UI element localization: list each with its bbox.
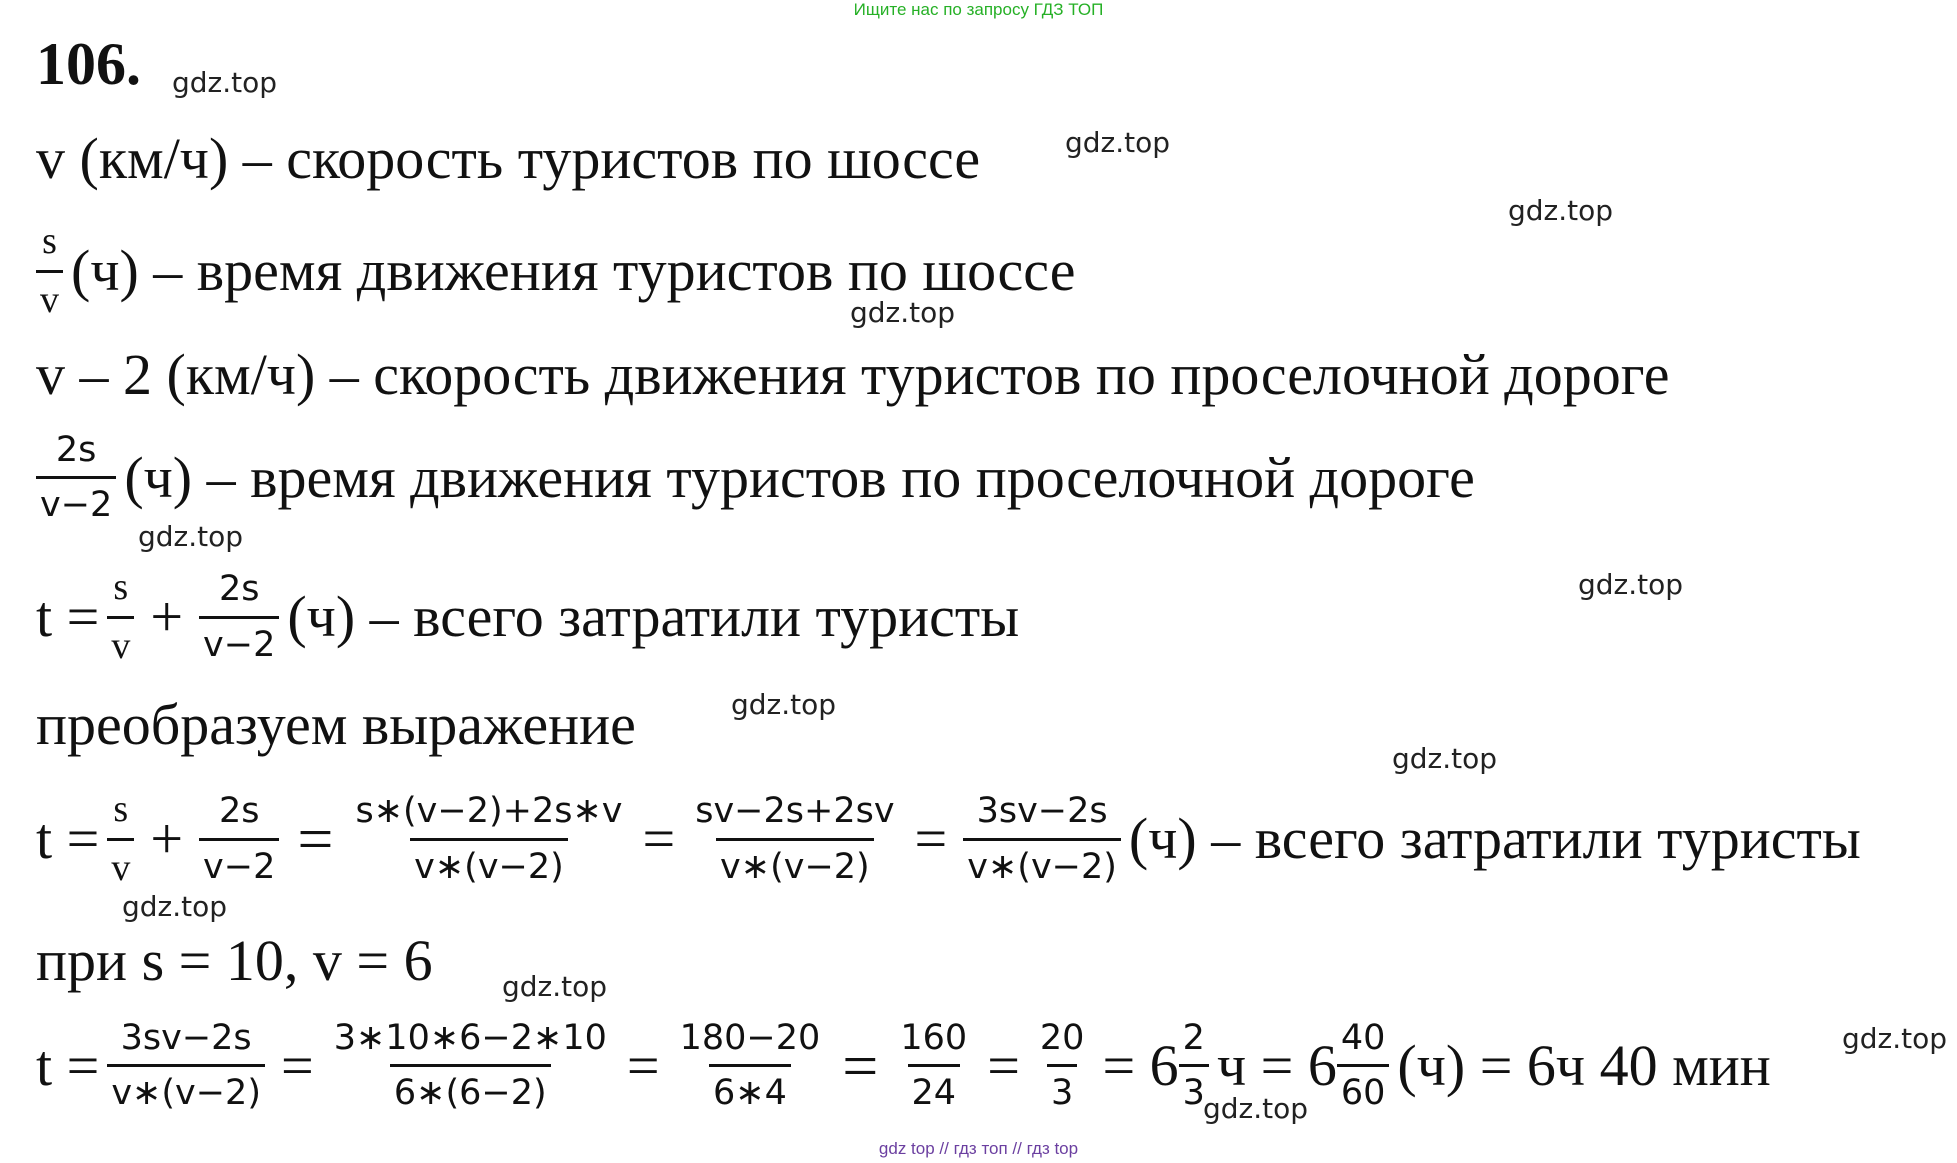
watermark: gdz.top: [1203, 1092, 1309, 1125]
footer-links: gdz top // гдз топ // гдз top: [878, 1139, 1079, 1158]
denominator: v: [36, 270, 63, 323]
text: t =: [36, 806, 100, 872]
fraction: [896, 1018, 971, 1114]
fraction: [107, 566, 134, 668]
denominator: 6∗(6−2): [390, 1064, 551, 1113]
equals-sign: =: [626, 1032, 660, 1098]
line-calculation: [36, 1018, 1771, 1114]
numerator: s: [113, 788, 129, 830]
numerator: sv−2s+2sv: [695, 791, 895, 832]
numerator: 3sv−2s: [976, 791, 1108, 832]
fraction: [676, 1018, 825, 1114]
fraction: [691, 791, 898, 887]
equals-sign: =: [642, 806, 676, 872]
numerator: 20: [1039, 1018, 1085, 1058]
denominator: v: [107, 616, 134, 669]
numerator: 3sv−2s: [120, 1018, 252, 1058]
fraction: [1337, 1018, 1390, 1114]
watermark: gdz.top: [1392, 742, 1498, 775]
denominator: 60: [1337, 1064, 1390, 1113]
denominator: v∗(v−2): [963, 838, 1121, 887]
watermark: gdz.top: [731, 688, 837, 721]
numerator: 180−20: [679, 1018, 821, 1058]
numerator: 2s: [218, 569, 260, 610]
fraction: [330, 1018, 611, 1114]
equals-sign: =: [987, 1032, 1020, 1098]
text: v – 2 (км/ч) – скорость движения туристов по проселочной дороге: [36, 342, 1670, 407]
numerator: 2s: [218, 791, 260, 832]
fraction: [351, 791, 626, 887]
text: преобразуем выражение: [36, 692, 636, 757]
numerator: 40: [1340, 1018, 1386, 1058]
line-given-values: [36, 928, 433, 993]
text: t =: [36, 1032, 100, 1098]
equals-sign: =: [280, 1032, 314, 1098]
denominator: 6∗4: [709, 1064, 791, 1113]
line-time-highway: [36, 220, 1075, 322]
numerator: 2: [1182, 1018, 1205, 1058]
fraction: [36, 220, 63, 322]
text: (ч) – всего затратили туристы: [287, 584, 1020, 650]
denominator: 24: [908, 1064, 961, 1113]
numerator: s∗(v−2)+2s∗v: [355, 791, 623, 832]
fraction: [963, 791, 1121, 887]
watermark: gdz.top: [1508, 194, 1614, 227]
numerator: 160: [900, 1018, 968, 1058]
watermark: gdz.top: [172, 66, 278, 99]
watermark: gdz.top: [1578, 568, 1684, 601]
denominator: v∗(v−2): [107, 1064, 265, 1113]
watermark: gdz.top: [1065, 126, 1171, 159]
denominator: 3: [1179, 1064, 1209, 1113]
watermark: gdz.top: [850, 296, 956, 329]
plus-sign: +: [150, 584, 184, 650]
equals-sign: =: [297, 803, 334, 875]
line-total-time: [36, 566, 1019, 668]
numerator: 2s: [55, 430, 97, 470]
fraction: [36, 430, 116, 526]
watermark: gdz.top: [1842, 1022, 1948, 1055]
equals-sign: =: [842, 1029, 879, 1101]
line-transform: [36, 692, 636, 757]
denominator: v: [107, 838, 134, 891]
line-speed-highway: [36, 126, 981, 191]
fraction: [1179, 1018, 1209, 1114]
fraction: [199, 791, 279, 887]
equals-sign: =: [914, 806, 948, 872]
watermark: gdz.top: [502, 970, 608, 1003]
denominator: v−2: [199, 838, 279, 887]
mixed-number: [1096, 1018, 1217, 1114]
plus-sign: +: [150, 806, 184, 872]
fraction: [1036, 1018, 1089, 1114]
denominator: 3: [1047, 1064, 1077, 1113]
watermark: gdz.top: [138, 520, 244, 553]
denominator: v−2: [199, 616, 279, 665]
denominator: v∗(v−2): [716, 838, 874, 887]
numerator: 3∗10∗6−2∗10: [333, 1018, 607, 1058]
fraction: [107, 788, 134, 890]
text: ч = 6: [1216, 1032, 1337, 1098]
problem-number: 106.: [36, 31, 141, 97]
text: (ч) – время движения туристов по шоссе: [71, 238, 1076, 304]
denominator: v−2: [36, 476, 116, 525]
fraction: [199, 569, 279, 665]
text: t =: [36, 584, 100, 650]
text: = 6: [1102, 1032, 1179, 1098]
text: при s = 10, v = 6: [36, 928, 433, 993]
text: (ч) – всего затратили туристы: [1128, 806, 1861, 872]
line-time-dirt-road: [36, 430, 1475, 526]
denominator: v∗(v−2): [410, 838, 568, 887]
text: (ч) – время движения туристов по проселочной дороге: [124, 444, 1475, 510]
line-expression: [36, 788, 1861, 890]
search-hint: Ищите нас по запросу ГДЗ ТОП: [853, 0, 1104, 19]
fraction: [107, 1018, 265, 1114]
line-speed-dirt-road: [36, 342, 1670, 407]
text: (ч) = 6ч 40 мин: [1397, 1032, 1771, 1098]
watermark: gdz.top: [122, 890, 228, 923]
mixed-number: [1217, 1018, 1397, 1114]
numerator: s: [42, 220, 57, 262]
text: v (км/ч) – скорость туристов по шоссе: [36, 126, 981, 191]
numerator: s: [113, 566, 129, 608]
